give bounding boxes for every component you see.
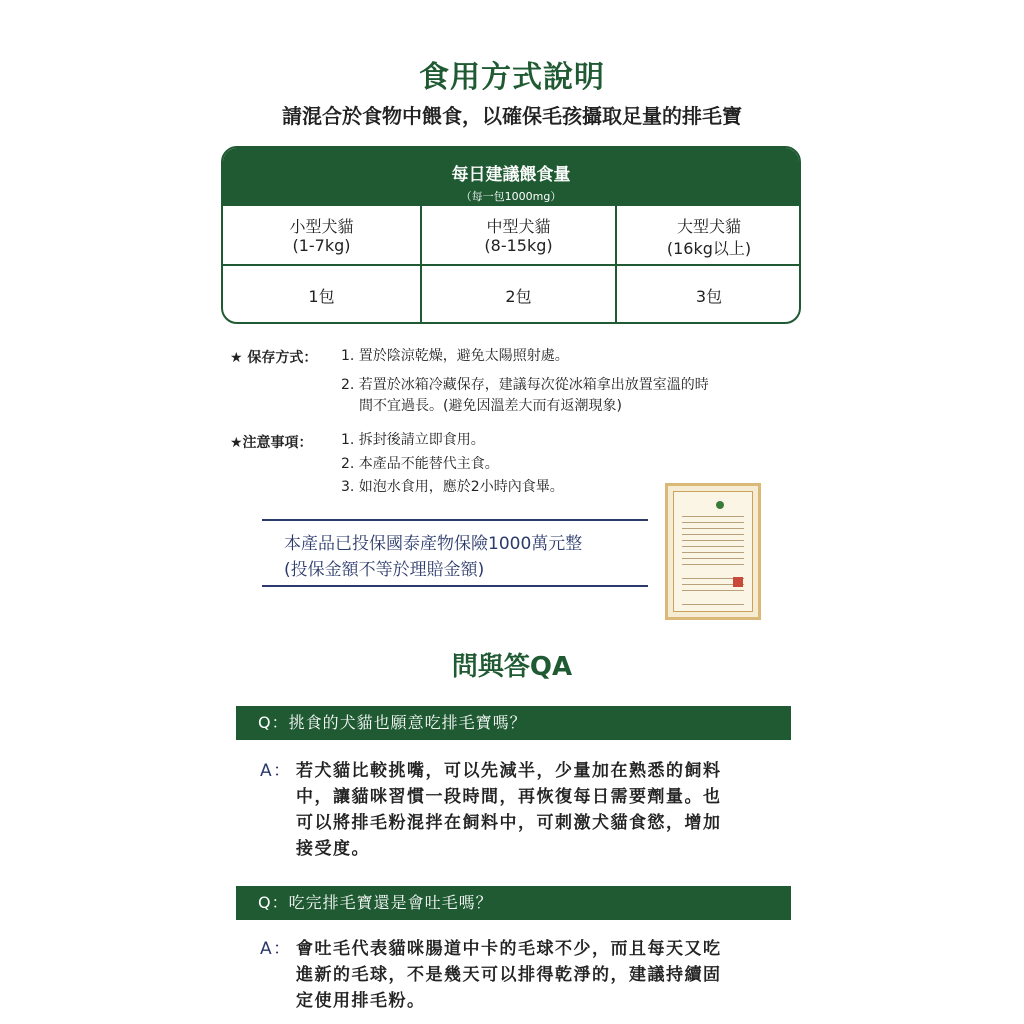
size-large-name: 大型犬貓 (676, 217, 741, 236)
certificate-line (682, 552, 744, 553)
answer-2 (260, 936, 780, 1016)
size-small-name: 小型犬貓 (289, 217, 354, 236)
storage-label: ★ 保存方式： (230, 350, 318, 366)
insurance-line-2: (投保金額不等於理賠金額) (284, 560, 485, 580)
size-medium-name: 中型犬貓 (486, 217, 551, 236)
certificate-line (682, 558, 744, 559)
tree-logo-icon (716, 501, 724, 509)
table-header (223, 148, 799, 206)
certificate-line (682, 564, 744, 565)
insurance-certificate-image (665, 483, 761, 620)
insurance-notice (262, 519, 648, 589)
answer-mark: A： (260, 939, 292, 959)
certificate-line (682, 516, 744, 517)
notes-label: ★注意事項： (230, 435, 313, 451)
table-header-title: 每日建議餵食量 (451, 165, 571, 185)
storage-item-1: 1. 置於陰涼乾燥，避免太陽照射處。 (341, 348, 569, 364)
divider (262, 519, 648, 521)
notes-item-1: 1. 拆封後請立即食用。 (341, 432, 485, 448)
certificate-frame (673, 491, 753, 612)
insurance-line-1: 本產品已投保國泰產物保險1000萬元整 (284, 534, 583, 554)
size-large-range: (16kg以上) (666, 239, 752, 258)
storage-item-2-cont: 間不宜過長。(避免因溫差大而有返潮現象) (359, 398, 622, 414)
dose-large: 3包 (695, 287, 723, 306)
certificate-line (682, 522, 744, 523)
size-medium-range: (8-15kg) (484, 236, 553, 255)
answer-mark: A： (260, 761, 292, 781)
answer-line: 會吐毛代表貓咪腸道中卡的毛球不少，而且每天又吃 (296, 939, 722, 959)
page-subtitle: 請混合於食物中餵食，以確保毛孩攝取足量的排毛寶 (282, 104, 742, 128)
certificate-line (682, 546, 744, 547)
answer-1 (260, 758, 780, 862)
notes-item-3: 3. 如泡水食用，應於2小時內食畢。 (341, 479, 564, 495)
answer-line: 進新的毛球，不是幾天可以排得乾淨的，建議持續固 (296, 965, 722, 985)
answer-line: 中，讓貓咪習慣一段時間，再恢復每日需要劑量。也 (296, 787, 722, 807)
qa-title: 問與答QA (451, 652, 573, 682)
answer-text (296, 936, 780, 1014)
red-seal-icon (733, 577, 743, 587)
certificate-line (682, 534, 744, 535)
answer-line: 定使用排毛粉。 (296, 991, 426, 1011)
certificate-line (682, 528, 744, 529)
question-2: Q：吃完排毛寶還是會吐毛嗎？ (236, 886, 791, 920)
dose-medium: 2包 (505, 287, 532, 306)
answer-line: 若犬貓比較挑嘴，可以先減半，少量加在熟悉的飼料 (296, 761, 722, 781)
page-title: 食用方式說明 (419, 60, 605, 95)
feeding-table (221, 146, 801, 324)
table-divider (223, 264, 799, 266)
table-header-note: （每一包1000mg） (460, 190, 562, 203)
answer-line: 接受度。 (296, 839, 370, 859)
answer-text (296, 758, 780, 862)
storage-item-2: 2. 若置於冰箱冷藏保存，建議每次從冰箱拿出放置室溫的時 (341, 377, 709, 393)
question-1: Q：挑食的犬貓也願意吃排毛寶嗎？ (236, 706, 791, 740)
answer-line: 可以將排毛粉混拌在飼料中，可刺激犬貓食慾，增加 (296, 813, 722, 833)
size-small-range: (1-7kg) (292, 236, 351, 255)
dose-small: 1包 (308, 287, 335, 306)
notes-item-2: 2. 本產品不能替代主食。 (341, 456, 499, 472)
certificate-line (682, 590, 744, 591)
certificate-line (682, 604, 744, 605)
divider (262, 585, 648, 587)
certificate-line (682, 540, 744, 541)
